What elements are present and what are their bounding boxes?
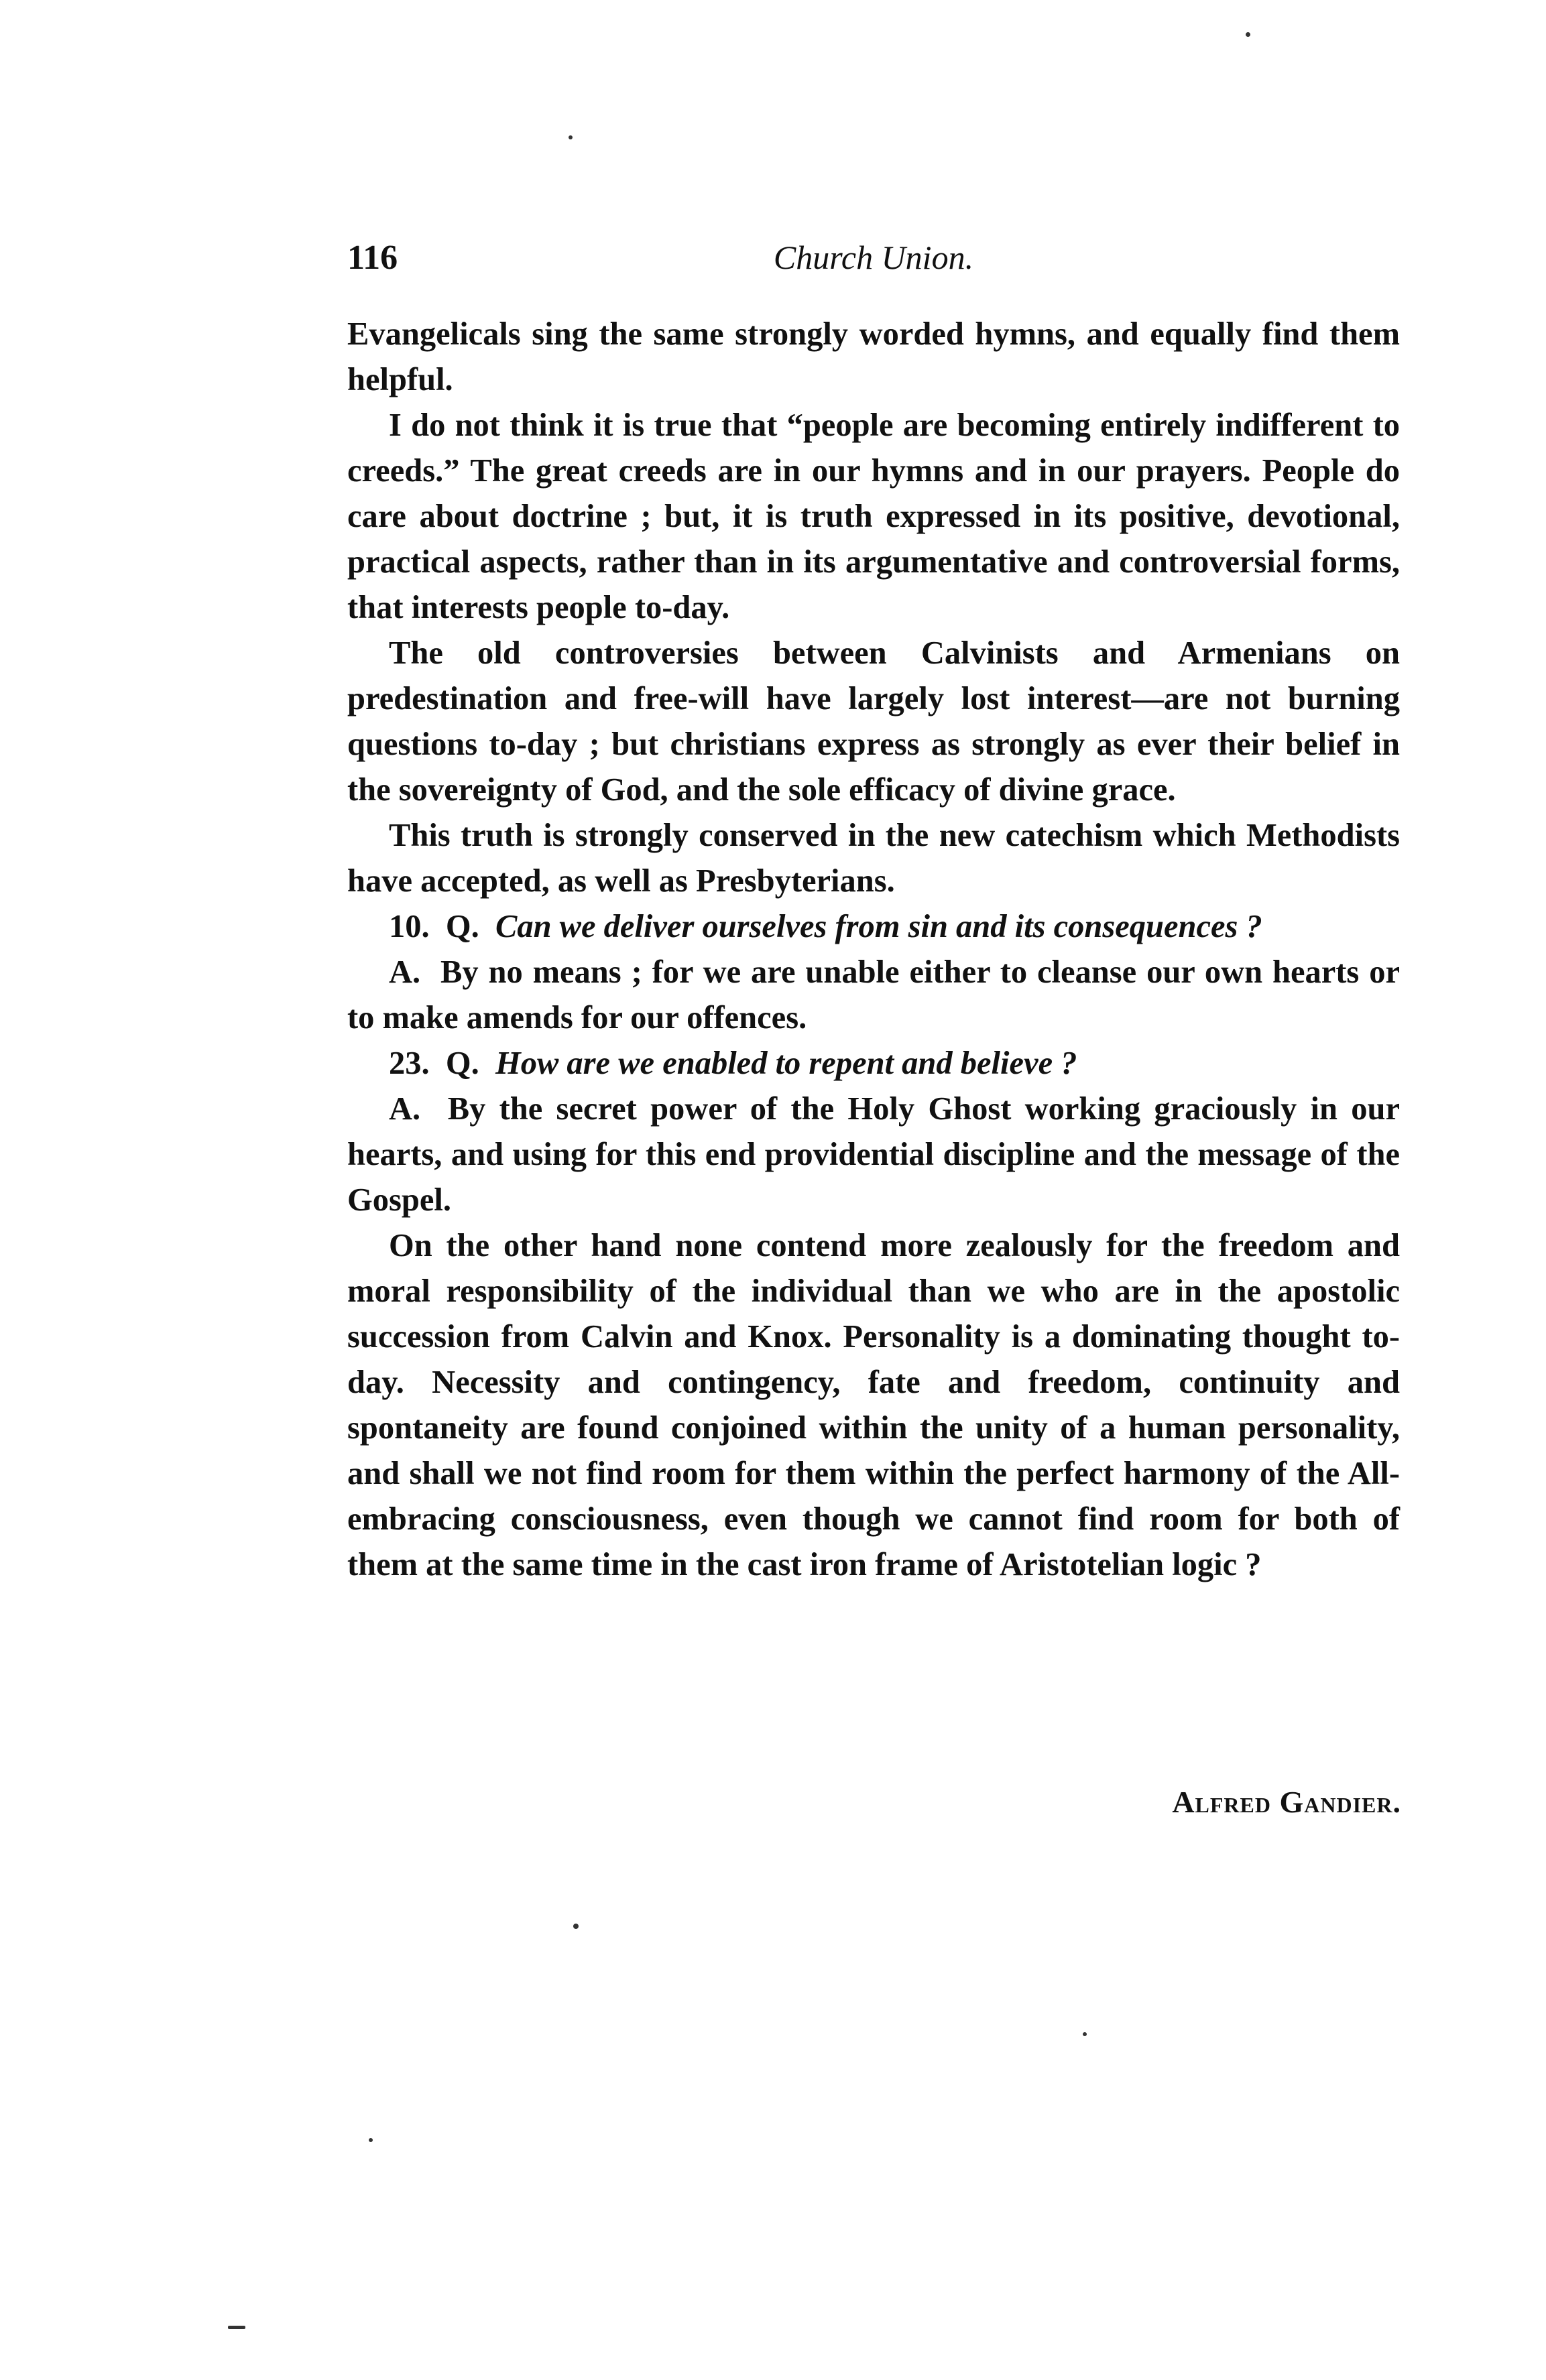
page-header: [347, 238, 1400, 292]
question-number: 10.: [389, 909, 430, 944]
answer-label: A.: [389, 1091, 421, 1127]
running-title: Church Union.: [773, 239, 974, 276]
question-text: Can we deliver ourselves from sin and its consequences ?: [495, 909, 1262, 944]
question-label: Q.: [445, 909, 479, 944]
paragraph: Evangelicals sing the same strongly worded hymns, and equally find them helpful.: [347, 316, 1400, 397]
catechism-question: [347, 1041, 1400, 1086]
paragraph: The old controversies between Calvinists and Armenians on predestination and free-will have largely lost interest—are not burning questions to-day ; but christians express as strongly as ever their belief in the sovereignty of God, and the sole efficacy of divine grace.: [347, 635, 1400, 808]
catechism-answer: [347, 950, 1400, 1041]
catechism-question: [347, 904, 1400, 950]
question-text: How are we enabled to repent and believe ?: [495, 1046, 1077, 1081]
question-label: Q.: [445, 1046, 479, 1081]
scan-speck: [569, 135, 573, 139]
scan-speck: [1083, 2032, 1087, 2036]
paragraph: I do not think it is true that “people are becoming entirely indifferent to creeds.” The great creeds are in our hymns and in our prayers. People do care about doctrine ; but, it is truth expressed in its positive, devotional, practical aspects, rather than in its argumentative and controversial forms, that interests people to-day.: [347, 408, 1400, 625]
scan-speck: [369, 2138, 373, 2142]
answer-text: By no means ; for we are unable either to cleanse our own hearts or to make amends for our offences.: [347, 954, 1400, 1036]
closing-paragraph: On the other hand none contend more zealously for the freedom and moral responsibility of the individual than we who are in the apostolic succession from Calvin and Knox. Personality is a dominating thought to-day. Necessity and contingency, fate and freedom, continuity and spontaneity are found conjoined within the unity of a human personality, and shall we not find room for them within the perfect harmony of the All-embracing consciousness, even though we cannot find room for both of them at the same time in the cast iron frame of Aristotelian logic ?: [347, 1228, 1400, 1582]
answer-text: By the secret power of the Holy Ghost working graciously in our hearts, and using for this end providential discipline and the message of the Gospel.: [347, 1091, 1400, 1218]
body-text: [347, 312, 1400, 1588]
scan-speck: [228, 2326, 245, 2329]
catechism-answer: [347, 1086, 1400, 1223]
page-number: 116: [347, 239, 398, 277]
paragraph: This truth is strongly conserved in the new catechism which Methodists have accepted, as well as Presbyterians.: [347, 818, 1400, 899]
scan-speck: [1246, 32, 1250, 37]
author-signature: Alfred Gandier.: [1172, 1785, 1401, 1819]
question-number: 23.: [389, 1046, 430, 1081]
scan-speck: [573, 1924, 579, 1929]
answer-label: A.: [389, 954, 421, 990]
